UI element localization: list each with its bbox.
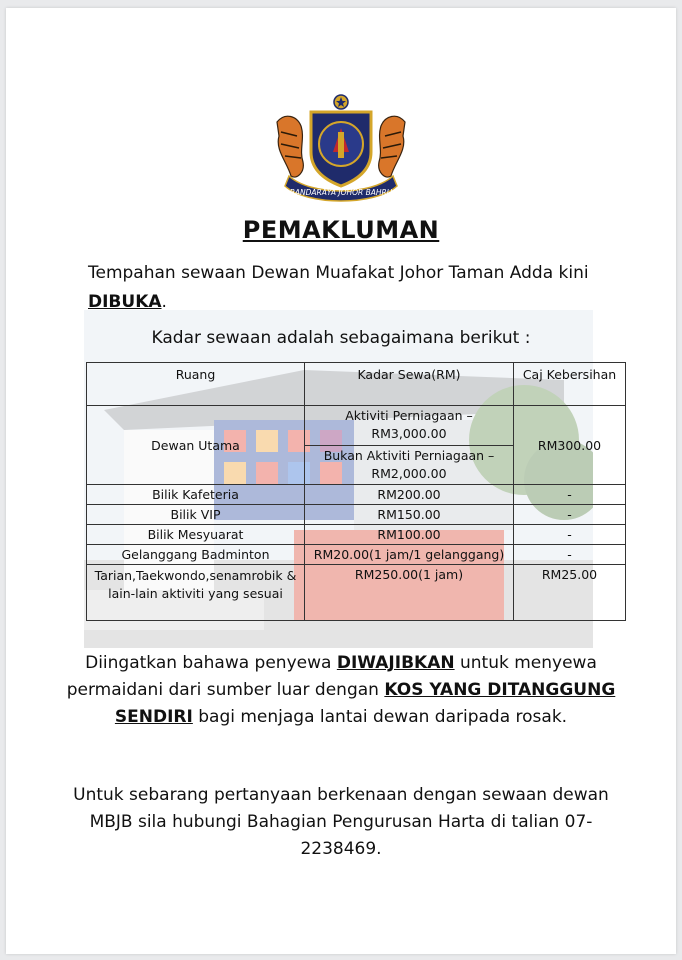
intro-end: . (161, 292, 167, 312)
cell-ruang: Bilik Kafeteria (87, 485, 305, 505)
notice-text-2: untuk menyewa permaidani dari sumber luar dengan (66, 653, 597, 700)
cell-kadar-aktiviti: RM250.00(1 jam) (305, 565, 514, 621)
table-row-dewan-utama-1 (87, 406, 626, 446)
rate-subheading: Kadar sewaan adalah sebagaimana berikut : (151, 328, 531, 348)
table-row (87, 485, 626, 505)
page-title: PEMAKLUMAN (242, 216, 440, 244)
notice-text-1: Diingatkan bahawa penyewa (85, 653, 337, 673)
cell-ruang-aktiviti: Tarian,Taekwondo,senamrobik & lain-lain aktiviti yang sesuai (87, 565, 305, 621)
cell-kadar: RM20.00(1 jam/1 gelanggang) (305, 545, 514, 565)
cell-ruang-dewan-utama: Dewan Utama (87, 406, 305, 485)
table-row (87, 525, 626, 545)
cell-caj: - (514, 545, 626, 565)
table-row-last (87, 565, 626, 621)
rates-table (86, 362, 626, 621)
cell-kadar: RM100.00 (305, 525, 514, 545)
header-ruang: Ruang (87, 363, 305, 406)
svg-text:BANDARAYA JOHOR BAHRU: BANDARAYA JOHOR BAHRU (289, 188, 393, 197)
cell-ruang: Bilik Mesyuarat (87, 525, 305, 545)
cell-rate-perniagaan: Aktiviti Perniagaan – RM3,000.00 (305, 406, 514, 446)
contact-paragraph: Untuk sebarang pertanyaan berkenaan dengan sewaan dewan MBJB sila hubungi Bahagian Pengurusan Harta di talian 07-2238469. (73, 785, 609, 859)
cell-ruang: Bilik VIP (87, 505, 305, 525)
intro-text: Tempahan sewaan Dewan Muafakat Johor Taman Adda kini (88, 263, 589, 283)
cell-caj: - (514, 525, 626, 545)
cell-kadar: RM200.00 (305, 485, 514, 505)
table-row (87, 545, 626, 565)
cell-caj-dewan-utama: RM300.00 (514, 406, 626, 485)
intro-paragraph (88, 259, 608, 317)
table-header-row (87, 363, 626, 406)
table-row (87, 505, 626, 525)
notice-emphasis-1: DIWAJIBKAN (336, 653, 455, 673)
cell-caj-aktiviti: RM25.00 (514, 565, 626, 621)
notice-text-3: bagi menjaga lantai dewan daripada rosak. (192, 707, 568, 727)
cell-caj: - (514, 485, 626, 505)
carpet-notice (60, 650, 622, 731)
cell-rate-bukan-perniagaan: Bukan Aktiviti Perniagaan – RM2,000.00 (305, 445, 514, 485)
cell-kadar: RM150.00 (305, 505, 514, 525)
rates-table-container (86, 362, 625, 620)
header-caj: Caj Kebersihan (514, 363, 626, 406)
cell-caj: - (514, 505, 626, 525)
intro-emphasis: DIBUKA (88, 292, 162, 312)
header-kadar: Kadar Sewa(RM) (305, 363, 514, 406)
cell-ruang: Gelanggang Badminton (87, 545, 305, 565)
mbjb-logo (271, 92, 411, 204)
notice-emphasis-2: KOS YANG DITANGGUNG SENDIRI (114, 680, 616, 727)
